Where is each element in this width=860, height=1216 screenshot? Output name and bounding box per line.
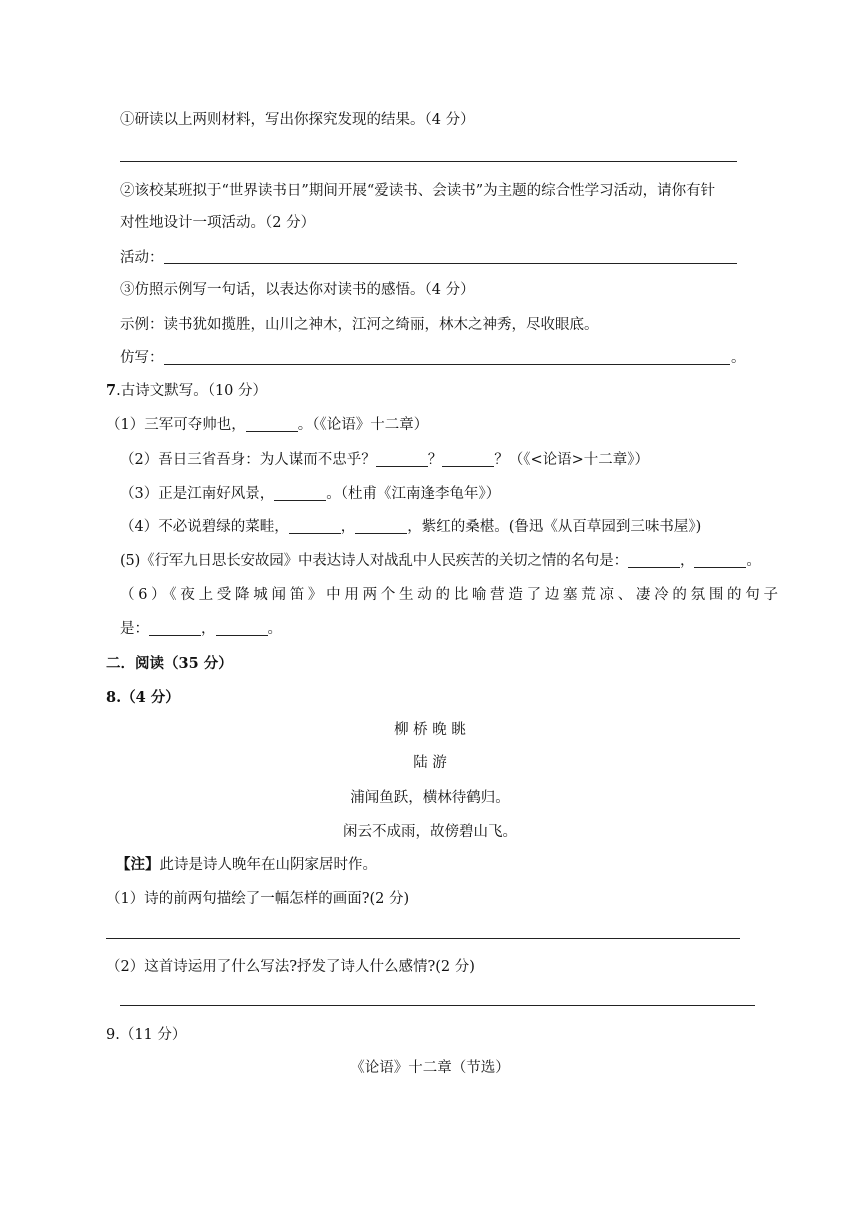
q7-title [106,381,267,401]
section-reading-heading: 二．阅读（35 分） [106,655,233,672]
q6-part1: ①研读以上两则材料，写出你探究发现的结果。（4 分） [120,112,475,128]
q7-item5-end: 。 [746,553,761,569]
q7-item5-mark: ， [680,553,695,569]
q7-item1-text: （1）三军可夺帅也， [106,417,246,433]
q7-number: 7 [106,382,117,399]
poem-line-2: 闲云不成雨，故傍碧山飞。 [343,824,517,840]
poem-author: 陆 游 [413,755,447,771]
answer-line-q8-2[interactable] [120,1005,755,1006]
q8-sub2: （2）这首诗运用了什么写法?抒发了诗人什么感情?(2 分) [106,959,475,975]
answer-line-activity[interactable] [164,263,737,264]
poem-title: 柳 桥 晚 眺 [394,722,466,738]
imitate-label: 仿写： [120,350,164,366]
blank-q7-6b[interactable] [216,620,268,636]
q7-item3-source: 。（杜甫《江南逢李龟年》） [326,486,501,502]
q7-item1-source: 。（《论语》十二章） [297,417,429,433]
answer-line-imitate[interactable] [164,364,730,365]
q7-item4 [120,517,701,537]
q7-item6-end: 。 [267,621,282,637]
q6-part2-line2: 对性地设计一项活动。（2 分） [120,215,316,231]
answer-line-q6-1[interactable] [120,161,737,162]
q7-item4-source: ，紫红的桑椹。(鲁迅《从百草园到三味书屋》) [407,519,702,535]
blank-q7-3[interactable] [274,485,326,501]
q7-item2-text: （2）吾日三省吾身：为人谋而不忠乎？ [120,452,376,468]
poem-note [116,855,377,875]
poem-line-1: 浦闻鱼跃，横林待鹤归。 [350,790,510,806]
q7-item6-line1: （6）《夜上受降城闻笛》中用两个生动的比喻营造了边塞荒凉、凄冷的氛围的句子 [120,587,778,603]
blank-q7-5a[interactable] [628,552,680,568]
q7-item1 [106,415,428,435]
q7-title-text: .古诗文默写。（10 分） [116,383,268,399]
q6-part2-line1: ②该校某班拟于“世界读书日”期间开展“爱读书、会读书”为主题的综合性学习活动，请你有针 [120,183,716,199]
q7-item6-line2 [120,619,282,639]
note-tag: 【注】 [116,856,160,873]
q9-title: 9.（11 分） [106,1027,187,1043]
blank-q7-2a[interactable] [376,451,428,467]
q7-item3 [120,484,500,504]
blank-q7-6a[interactable] [149,620,201,636]
example-sentence: 示例：读书犹如揽胜，山川之神木，江河之绮丽，林木之神秀，尽收眼底。 [120,317,599,333]
q8-title: 8.（4 分） [106,689,180,706]
q7-item4-mark: ， [340,519,356,535]
blank-q7-1[interactable] [246,416,298,432]
answer-line-q8-1[interactable] [106,938,740,939]
activity-label: 活动： [120,250,164,266]
q7-item4-text: （4）不必说碧绿的菜畦， [120,519,289,535]
imitate-end-mark: 。 [731,350,746,366]
q7-item5-text: (5)《行军九日思长安故园》中表达诗人对战乱中人民疾苦的关切之情的名句是： [120,553,628,569]
q7-item2 [120,450,649,470]
blank-q7-4a[interactable] [289,518,341,534]
q7-item6-label: 是： [120,621,149,637]
note-text: 此诗是诗人晚年在山阴家居时作。 [159,857,377,873]
q9-subtitle: 《论语》十二章（节选） [350,1060,510,1076]
q7-item5 [120,551,761,571]
blank-q7-4b[interactable] [355,518,407,534]
blank-q7-2b[interactable] [442,451,494,467]
blank-q7-5b[interactable] [694,552,746,568]
q6-part3: ③仿照示例写一句话，以表达你对读书的感悟。（4 分） [120,282,475,298]
q7-item3-text: （3）正是江南好风景， [120,486,275,502]
q7-item6-mark: ， [201,621,216,637]
q8-sub1: （1）诗的前两句描绘了一幅怎样的画面?(2 分) [106,891,410,907]
q7-item2-source: ？（《<论语>十二章》） [494,452,650,468]
q7-item2-mark: ？ [427,452,443,468]
